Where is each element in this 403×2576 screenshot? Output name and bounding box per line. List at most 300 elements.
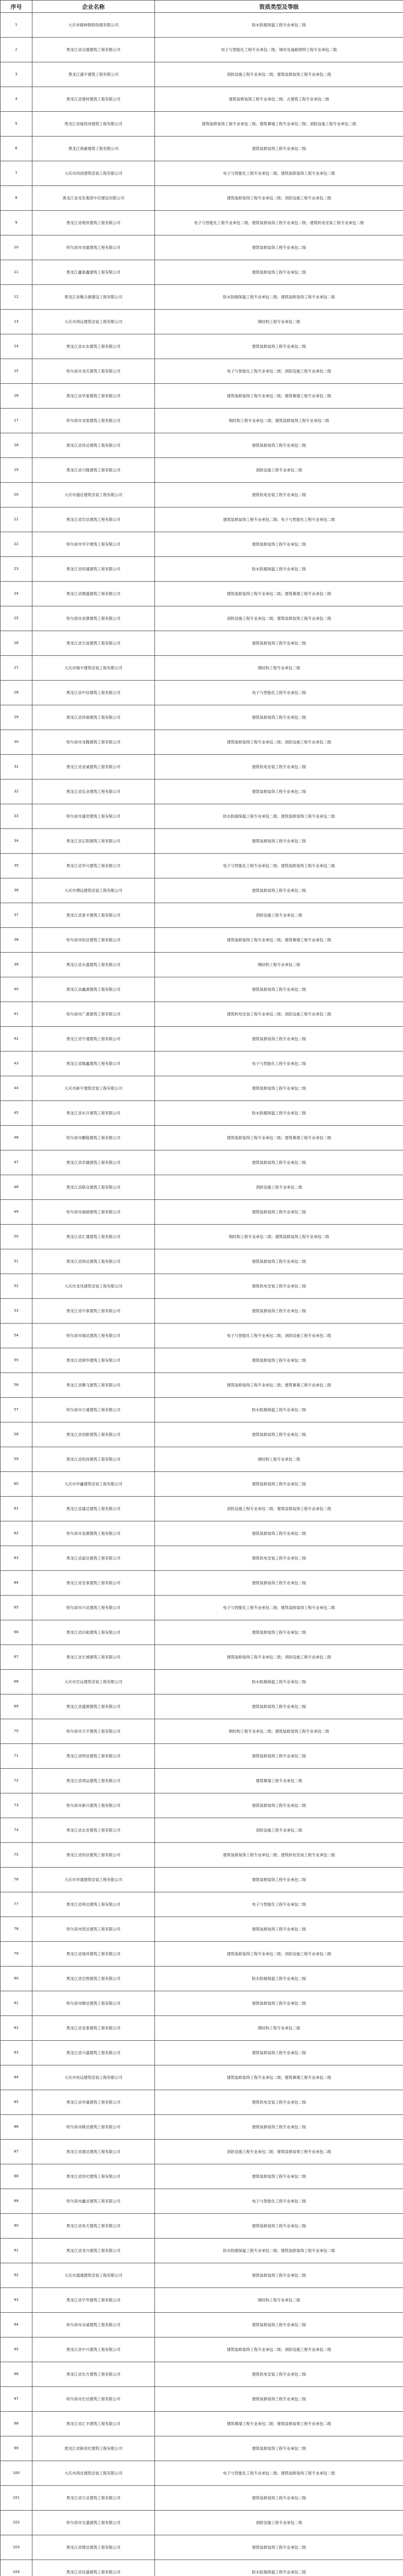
row-qualification: 电子与智能化工程专业承包二级 — [155, 1052, 403, 1076]
row-index: 95 — [1, 2337, 32, 2362]
table-row — [1, 483, 403, 507]
table-row — [1, 1769, 403, 1793]
row-qualification: 建筑装修装饰工程专业承包二级 — [155, 1299, 403, 1324]
row-index: 65 — [1, 1596, 32, 1620]
table-row — [1, 211, 403, 235]
row-company: 黑龙江省恒通建筑工程有限公司 — [32, 557, 155, 582]
row-index: 70 — [1, 1719, 32, 1744]
row-qualification: 防水防腐保温工程专业承包二级 — [155, 557, 403, 582]
row-company: 黑龙江省鸿运建筑工程有限公司 — [32, 1769, 155, 1793]
row-index: 60 — [1, 1472, 32, 1497]
row-index: 12 — [1, 285, 32, 310]
row-qualification: 建筑装修装饰工程专业承包二级 — [155, 260, 403, 285]
row-company: 黑龙江省华兴建筑工程有限公司 — [32, 854, 155, 878]
row-index: 87 — [1, 2140, 32, 2164]
row-index: 90 — [1, 2214, 32, 2239]
row-company: 黑龙江省永盛建筑工程有限公司 — [32, 953, 155, 977]
table-row — [1, 2486, 403, 2511]
row-company: 黑龙江省聚合源建设工程有限公司 — [32, 285, 155, 310]
row-index: 77 — [1, 1892, 32, 1917]
row-index: 93 — [1, 2288, 32, 2313]
row-index: 101 — [1, 2486, 32, 2511]
table-row — [1, 1175, 403, 1200]
row-company: 哈尔滨市鹏程建筑工程有限公司 — [32, 1126, 155, 1150]
row-index: 39 — [1, 953, 32, 977]
row-index: 27 — [1, 656, 32, 681]
table-row — [1, 1868, 403, 1892]
row-company: 黑龙江鑫泰鑫建筑工程有限公司 — [32, 260, 155, 285]
table-row — [1, 1571, 403, 1596]
table-row — [1, 1373, 403, 1398]
row-company: 黑龙江省卓越建筑工程有限公司 — [32, 1150, 155, 1175]
row-company: 黑龙江省天成建筑工程有限公司 — [32, 631, 155, 656]
row-company: 黑龙江省宇华建筑工程有限公司 — [32, 2288, 155, 2313]
row-qualification: 建筑机电安装工程专业承包二级 — [155, 2362, 403, 2387]
row-company: 黑龙江省金泰建筑工程有限公司 — [32, 2016, 155, 2041]
header-qualification: 资质类型及等级 — [155, 1, 403, 13]
row-qualification: 消防设施工程专业承包二级；建筑装修装饰工程专业承包二级 — [155, 2140, 403, 2164]
row-company: 哈尔滨市华宇建筑工程有限公司 — [32, 532, 155, 557]
row-qualification: 电子与智能化工程专业承包二级；城市及道路照明工程专业承包二级 — [155, 38, 403, 62]
table-row — [1, 1249, 403, 1274]
table-row — [1, 779, 403, 804]
row-company: 黑龙江省汇丰建筑工程有限公司 — [32, 2412, 155, 2436]
row-company: 黑龙江省中信建筑工程有限公司 — [32, 681, 155, 705]
row-company: 大庆市华鑫建筑安装工程有限公司 — [32, 1472, 155, 1497]
table-row — [1, 2239, 403, 2263]
row-qualification: 建筑装修装饰工程专业承包二级 — [155, 2313, 403, 2337]
row-qualification: 建筑机电安装工程专业承包二级；消防设施工程专业承包二级 — [155, 1002, 403, 1027]
table-row — [1, 433, 403, 458]
row-index: 41 — [1, 1002, 32, 1027]
row-index: 97 — [1, 2387, 32, 2412]
row-company: 哈尔滨市天宇建筑工程有限公司 — [32, 1719, 155, 1744]
table-row — [1, 2164, 403, 2189]
row-index: 85 — [1, 2090, 32, 2115]
row-qualification: 电子与智能化工程专业承包二级；建筑装修装饰工程专业承包二级 — [155, 161, 403, 186]
row-qualification: 消防设施工程专业承包二级 — [155, 2511, 403, 2535]
row-index: 104 — [1, 2560, 32, 2576]
row-index: 74 — [1, 1818, 32, 1843]
table-row — [1, 631, 403, 656]
row-index: 7 — [1, 161, 32, 186]
row-company: 黑龙江省永安建筑工程有限公司 — [32, 1818, 155, 1843]
table-row — [1, 2362, 403, 2387]
row-index: 25 — [1, 606, 32, 631]
table-row — [1, 1497, 403, 1521]
row-index: 30 — [1, 730, 32, 755]
row-index: 59 — [1, 1447, 32, 1472]
row-qualification: 建筑装修装饰工程专业承包二级；建筑幕墙工程专业承包二级 — [155, 928, 403, 953]
table-row — [1, 1027, 403, 1052]
row-qualification: 钢结构工程专业承包二级 — [155, 2016, 403, 2041]
table-row — [1, 1793, 403, 1818]
row-index: 52 — [1, 1274, 32, 1299]
row-qualification: 建筑装修装饰工程专业承包二级 — [155, 1571, 403, 1596]
row-company: 大庆市鸿达建筑安装工程有限公司 — [32, 2461, 155, 2486]
table-row — [1, 1670, 403, 1694]
row-qualification: 建筑装修装饰工程专业承包二级；电子与智能化工程专业承包二级 — [155, 507, 403, 532]
row-index: 6 — [1, 137, 32, 161]
row-index: 16 — [1, 384, 32, 409]
row-index: 81 — [1, 1991, 32, 2016]
row-company: 大庆市路林钢铁防腐有限公司 — [32, 13, 155, 38]
table-row — [1, 1225, 403, 1249]
table-row — [1, 1892, 403, 1917]
row-company: 哈尔滨市隆达建筑工程有限公司 — [32, 2115, 155, 2140]
table-row — [1, 1398, 403, 1422]
row-qualification: 建筑装修装饰工程专业承包二级 — [155, 2535, 403, 2560]
row-index: 38 — [1, 928, 32, 953]
row-qualification: 建筑机电安装工程专业承包二级 — [155, 755, 403, 779]
row-index: 91 — [1, 2239, 32, 2263]
row-qualification: 建筑装修装饰工程专业承包二级 — [155, 1868, 403, 1892]
row-qualification: 建筑装修装饰工程专业承包二级；消防设施工程专业承包二级 — [155, 1942, 403, 1967]
row-index: 48 — [1, 1175, 32, 1200]
table-row — [1, 1447, 403, 1472]
row-company: 哈尔滨市龙厦建筑工程有限公司 — [32, 235, 155, 260]
row-qualification: 建筑幕墙工程专业承包二级 — [155, 1769, 403, 1793]
table-row — [1, 2337, 403, 2362]
table-row — [1, 854, 403, 878]
row-index: 11 — [1, 260, 32, 285]
row-qualification: 建筑装修装饰工程专业承包二级；建筑幕墙工程专业承包二级 — [155, 582, 403, 606]
row-index: 67 — [1, 1645, 32, 1670]
table-row — [1, 2189, 403, 2214]
table-row — [1, 705, 403, 730]
row-index: 89 — [1, 2189, 32, 2214]
row-index: 96 — [1, 2362, 32, 2387]
row-qualification: 建筑装修装饰工程专业承包二级 — [155, 2164, 403, 2189]
row-qualification: 电子与智能化工程专业承包二级 — [155, 681, 403, 705]
row-qualification: 防水防腐保温工程专业承包二级 — [155, 2560, 403, 2576]
row-company: 黑龙江鸿豪建筑工程有限公司 — [32, 137, 155, 161]
row-company: 黑龙江省万达建筑工程有限公司 — [32, 2486, 155, 2511]
row-index: 43 — [1, 1052, 32, 1076]
row-qualification: 建筑装修装饰工程专业承包二级 — [155, 1249, 403, 1274]
table-row — [1, 878, 403, 903]
row-qualification: 钢结构工程专业承包二级 — [155, 310, 403, 334]
row-qualification: 消防设施工程专业承包二级 — [155, 458, 403, 483]
row-company: 黑龙江省利达建筑工程有限公司 — [32, 1892, 155, 1917]
row-company: 黑龙江省联众建筑工程有限公司 — [32, 1175, 155, 1200]
row-qualification: 建筑装修装饰工程专业承包二级 — [155, 779, 403, 804]
row-qualification: 建筑装修装饰工程专业承包二级 — [155, 1917, 403, 1942]
table-row — [1, 1620, 403, 1645]
table-row — [1, 2511, 403, 2535]
row-qualification: 防水防腐保温工程专业承包二级 — [155, 13, 403, 38]
row-qualification: 电子与智能化工程专业承包二级；建筑装修装饰工程专业承包二级 — [155, 1596, 403, 1620]
row-company: 黑龙江省建材建筑工程有限公司 — [32, 87, 155, 112]
row-qualification: 建筑装修装饰工程专业承包二级；建筑幕墙工程专业承包二级 — [155, 2065, 403, 2090]
row-qualification: 建筑装修装饰工程专业承包二级 — [155, 2263, 403, 2288]
table-row — [1, 137, 403, 161]
row-index: 54 — [1, 1324, 32, 1348]
row-index: 98 — [1, 2412, 32, 2436]
table-row — [1, 1422, 403, 1447]
table-row — [1, 1002, 403, 1027]
table-row — [1, 507, 403, 532]
row-index: 4 — [1, 87, 32, 112]
row-qualification: 建筑装修装饰工程专业承包二级 — [155, 1744, 403, 1769]
row-qualification: 建筑装修装饰工程专业承包二级 — [155, 1027, 403, 1052]
row-index: 46 — [1, 1126, 32, 1150]
table-row — [1, 1991, 403, 2016]
row-company: 黑龙江省金诚建筑工程有限公司 — [32, 755, 155, 779]
row-company: 大庆市同创建筑安装工程有限公司 — [32, 161, 155, 186]
row-index: 72 — [1, 1769, 32, 1793]
table-row — [1, 1942, 403, 1967]
row-index: 80 — [1, 1967, 32, 1991]
table-row — [1, 1843, 403, 1868]
row-company: 哈尔滨市福瑞建筑工程有限公司 — [32, 1200, 155, 1225]
row-company: 黑龙江省隆鑫建筑工程有限公司 — [32, 1052, 155, 1076]
row-index: 66 — [1, 1620, 32, 1645]
row-company: 黑龙江省宏图建筑工程有限公司 — [32, 1967, 155, 1991]
row-index: 29 — [1, 705, 32, 730]
row-index: 13 — [1, 310, 32, 334]
row-index: 22 — [1, 532, 32, 557]
table-row — [1, 557, 403, 582]
row-company: 哈尔滨市兴达建筑工程有限公司 — [32, 1596, 155, 1620]
table-row — [1, 112, 403, 137]
row-company: 哈尔滨市盛世建筑工程有限公司 — [32, 804, 155, 829]
row-qualification: 防水防腐保温工程专业承包二级；建筑装修装饰工程专业承包二级 — [155, 804, 403, 829]
row-company: 大庆市博远建筑安装工程有限公司 — [32, 878, 155, 903]
row-qualification: 防水防腐保温工程专业承包二级 — [155, 1670, 403, 1694]
row-index: 19 — [1, 458, 32, 483]
row-qualification: 建筑装修装饰工程专业承包二级；建筑幕墙工程专业承包二级；消防设施工程专业承包二级 — [155, 112, 403, 137]
row-qualification: 电子与智能化工程专业承包二级；消防设施工程专业承包二级 — [155, 1324, 403, 1348]
row-company: 黑龙江省兴盛建筑工程有限公司 — [32, 2041, 155, 2065]
table-row — [1, 38, 403, 62]
row-company: 哈尔滨市顺达建筑工程有限公司 — [32, 1991, 155, 2016]
row-qualification: 电子与智能化工程专业承包二级；建筑装修装饰工程专业承包二级；建筑机电安装工程专业承包二级 — [155, 211, 403, 235]
row-company: 黑龙江省鼎盛建筑工程有限公司 — [32, 582, 155, 606]
row-qualification: 钢结构工程专业承包二级；建筑装修装饰工程专业承包二级 — [155, 1225, 403, 1249]
table-row — [1, 2140, 403, 2164]
row-index: 53 — [1, 1299, 32, 1324]
table-row — [1, 2214, 403, 2239]
row-index: 82 — [1, 2016, 32, 2041]
table-row — [1, 1719, 403, 1744]
row-company: 黑龙江省昊天建筑工程有限公司 — [32, 2214, 155, 2239]
row-index: 84 — [1, 2065, 32, 2090]
row-company: 黑龙江省通达建筑工程有限公司 — [32, 2140, 155, 2164]
row-company: 黑龙江省龙兴建筑工程有限公司 — [32, 2239, 155, 2263]
row-index: 9 — [1, 211, 32, 235]
row-qualification: 防水防腐保温工程专业承包二级；建筑装修装饰工程专业承包二级 — [155, 285, 403, 310]
row-qualification: 钢结构工程专业承包二级 — [155, 953, 403, 977]
row-qualification: 消防设施工程专业承包二级；建筑装修装饰工程专业承包二级 — [155, 1497, 403, 1521]
table-row — [1, 928, 403, 953]
row-qualification: 消防设施工程专业承包二级；建筑装修装饰工程专业承包二级 — [155, 606, 403, 631]
row-qualification: 建筑装修装饰工程专业承包二级；消防设施工程专业承包二级 — [155, 730, 403, 755]
row-index: 102 — [1, 2511, 32, 2535]
row-qualification: 建筑装修装饰工程专业承包二级 — [155, 2387, 403, 2412]
header-company: 企业名称 — [32, 1, 155, 13]
row-qualification: 建筑机电安装工程专业承包二级 — [155, 1546, 403, 1571]
row-company: 黑龙江省新世纪建筑工程有限公司 — [32, 2436, 155, 2461]
row-company: 黑龙江省建达建筑工程有限公司 — [32, 2535, 155, 2560]
table-header-row — [1, 1, 403, 13]
row-index: 45 — [1, 1101, 32, 1126]
row-company: 黑龙江省众德建筑工程有限公司 — [32, 38, 155, 62]
row-company: 大庆市恒远建筑安装工程有限公司 — [32, 2065, 155, 2090]
row-qualification: 防水防腐保温工程专业承包二级 — [155, 1101, 403, 1126]
row-index: 24 — [1, 582, 32, 606]
row-index: 32 — [1, 779, 32, 804]
row-company: 黑龙江省东方建筑工程有限公司 — [32, 2362, 155, 2387]
table-row — [1, 1299, 403, 1324]
row-qualification: 建筑装修装饰工程专业承包二级；消防设施工程专业承包二级 — [155, 186, 403, 211]
table-row — [1, 359, 403, 384]
row-company: 哈尔滨市万通建筑工程有限公司 — [32, 1398, 155, 1422]
row-index: 56 — [1, 1373, 32, 1398]
row-qualification: 电子与智能化工程专业承包二级；建筑装修装饰工程专业承包二级 — [155, 2461, 403, 2486]
table-row — [1, 903, 403, 928]
row-index: 18 — [1, 433, 32, 458]
row-qualification: 钢结构工程专业承包二级；建筑装修装饰工程专业承包二级 — [155, 409, 403, 433]
row-index: 83 — [1, 2041, 32, 2065]
row-company: 黑龙江省锦华建筑工程有限公司 — [32, 1348, 155, 1373]
row-company: 黑龙江省汇通建筑工程有限公司 — [32, 1225, 155, 1249]
row-company: 黑龙江省瑞祥建筑工程有限公司 — [32, 1942, 155, 1967]
row-qualification: 建筑机电安装工程专业承包二级 — [155, 1274, 403, 1299]
row-index: 103 — [1, 2535, 32, 2560]
row-company: 黑龙江省鑫源建筑工程有限公司 — [32, 977, 155, 1002]
table-row — [1, 2412, 403, 2436]
row-index: 75 — [1, 1843, 32, 1868]
row-company: 黑龙江省兴隆建筑工程有限公司 — [32, 458, 155, 483]
row-index: 31 — [1, 755, 32, 779]
row-company: 黑龙江省世纪建筑工程有限公司 — [32, 2164, 155, 2189]
row-qualification: 建筑装修装饰工程专业承包二级 — [155, 2486, 403, 2511]
row-index: 58 — [1, 1422, 32, 1447]
table-row — [1, 2560, 403, 2576]
row-index: 92 — [1, 2263, 32, 2288]
row-index: 37 — [1, 903, 32, 928]
table-row — [1, 384, 403, 409]
table-row — [1, 1546, 403, 1571]
row-qualification: 消防设施工程专业承包二级 — [155, 903, 403, 928]
row-company: 黑龙江省祥瑞建筑工程有限公司 — [32, 705, 155, 730]
table-row — [1, 260, 403, 285]
row-index: 99 — [1, 2436, 32, 2461]
row-index: 69 — [1, 1694, 32, 1719]
row-company: 黑龙江省华泰建筑工程有限公司 — [32, 384, 155, 409]
row-qualification: 建筑装修装饰工程专业承包二级 — [155, 235, 403, 260]
row-company: 黑龙江省正阳建筑工程有限公司 — [32, 829, 155, 854]
table-row — [1, 2115, 403, 2140]
row-qualification: 建筑装修装饰工程专业承包二级；建筑幕墙工程专业承包二级 — [155, 1126, 403, 1150]
row-qualification: 建筑装修装饰工程专业承包二级 — [155, 334, 403, 359]
row-company: 哈尔滨市金源建筑工程有限公司 — [32, 1521, 155, 1546]
row-qualification: 建筑装修装饰工程专业承包二级 — [155, 1348, 403, 1373]
row-qualification: 建筑装修装饰工程专业承包二级 — [155, 631, 403, 656]
header-index: 序号 — [1, 1, 32, 13]
row-qualification: 建筑装修装饰工程专业承包二级 — [155, 878, 403, 903]
row-index: 78 — [1, 1917, 32, 1942]
table-row — [1, 1694, 403, 1719]
table-row — [1, 334, 403, 359]
row-index: 28 — [1, 681, 32, 705]
row-index: 23 — [1, 557, 32, 582]
row-qualification: 电子与智能化工程专业承包二级 — [155, 2189, 403, 2214]
row-company: 黑龙江省龙发集团中庆建设有限公司 — [32, 186, 155, 211]
table-row — [1, 1645, 403, 1670]
row-company: 大庆市华通建筑安装工程有限公司 — [32, 1868, 155, 1892]
row-qualification: 建筑装修装饰工程专业承包二级 — [155, 1472, 403, 1497]
row-company: 黑龙江省永东建筑工程有限公司 — [32, 334, 155, 359]
table-row — [1, 1052, 403, 1076]
row-company: 黑龙江省东升建筑工程有限公司 — [32, 1101, 155, 1126]
table-row — [1, 1274, 403, 1299]
row-qualification: 建筑装修装饰工程专业承包二级 — [155, 532, 403, 557]
row-company: 大庆市宏远建筑安装工程有限公司 — [32, 1670, 155, 1694]
row-company: 黑龙江省弘业建筑工程有限公司 — [32, 779, 155, 804]
table-row — [1, 681, 403, 705]
table-row — [1, 1596, 403, 1620]
row-index: 34 — [1, 829, 32, 854]
row-company: 黑龙江省明达建筑工程有限公司 — [32, 1744, 155, 1769]
row-company: 哈尔滨市鑫达建筑工程有限公司 — [32, 2189, 155, 2214]
table-row — [1, 161, 403, 186]
row-index: 79 — [1, 1942, 32, 1967]
row-qualification: 建筑装修装饰工程专业承包二级 — [155, 1422, 403, 1447]
table-row — [1, 186, 403, 211]
row-company: 黑龙江省瑞昌泽建筑工程有限公司 — [32, 112, 155, 137]
row-company: 黑龙江省启航建筑工程有限公司 — [32, 1620, 155, 1645]
row-qualification: 建筑机电安装工程专业承包二级 — [155, 2090, 403, 2115]
table-row — [1, 2387, 403, 2412]
table-row — [1, 2263, 403, 2288]
row-company: 黑龙江省恒昌建筑工程有限公司 — [32, 1447, 155, 1472]
row-index: 64 — [1, 1571, 32, 1596]
row-qualification: 电子与智能化工程专业承包二级 — [155, 1892, 403, 1917]
row-index: 36 — [1, 878, 32, 903]
row-index: 47 — [1, 1150, 32, 1175]
table-row — [1, 2288, 403, 2313]
row-qualification: 建筑装修装饰工程专业承包二级 — [155, 1200, 403, 1225]
table-row — [1, 582, 403, 606]
table-row — [1, 2090, 403, 2115]
row-qualification: 建筑装修装饰工程专业承包二级；消防设施工程专业承包二级 — [155, 2337, 403, 2362]
row-qualification: 防水防腐保温工程专业承包二级；建筑装修装饰工程专业承包二级 — [155, 2239, 403, 2263]
row-company: 黑龙江省宇通建筑工程有限公司 — [32, 1027, 155, 1052]
row-company: 哈尔滨市宏达建筑工程有限公司 — [32, 2387, 155, 2412]
row-qualification: 电子与智能化工程专业承包二级；建筑装修装饰工程专业承包二级 — [155, 854, 403, 878]
row-index: 61 — [1, 1497, 32, 1521]
row-index: 55 — [1, 1348, 32, 1373]
row-qualification: 建筑装修装饰工程专业承包二级 — [155, 977, 403, 1002]
row-qualification: 建筑装修装饰工程专业承包二级 — [155, 2214, 403, 2239]
table-row — [1, 2041, 403, 2065]
table-row — [1, 829, 403, 854]
table-row — [1, 458, 403, 483]
row-qualification: 建筑装修装饰工程专业承包二级 — [155, 705, 403, 730]
row-company: 黑龙江省宏达建筑工程有限公司 — [32, 507, 155, 532]
row-company: 黑龙江省佳盛建筑工程有限公司 — [32, 2560, 155, 2576]
row-qualification: 建筑装修装饰工程专业承包二级 — [155, 1991, 403, 2016]
row-company: 哈尔滨市金鼎建筑工程有限公司 — [32, 606, 155, 631]
row-qualification: 电子与智能化工程专业承包二级；消防设施工程专业承包二级 — [155, 359, 403, 384]
table-row — [1, 953, 403, 977]
row-qualification: 钢结构工程专业承包二级 — [155, 2288, 403, 2313]
row-index: 50 — [1, 1225, 32, 1249]
table-row — [1, 62, 403, 87]
table-row — [1, 1076, 403, 1101]
